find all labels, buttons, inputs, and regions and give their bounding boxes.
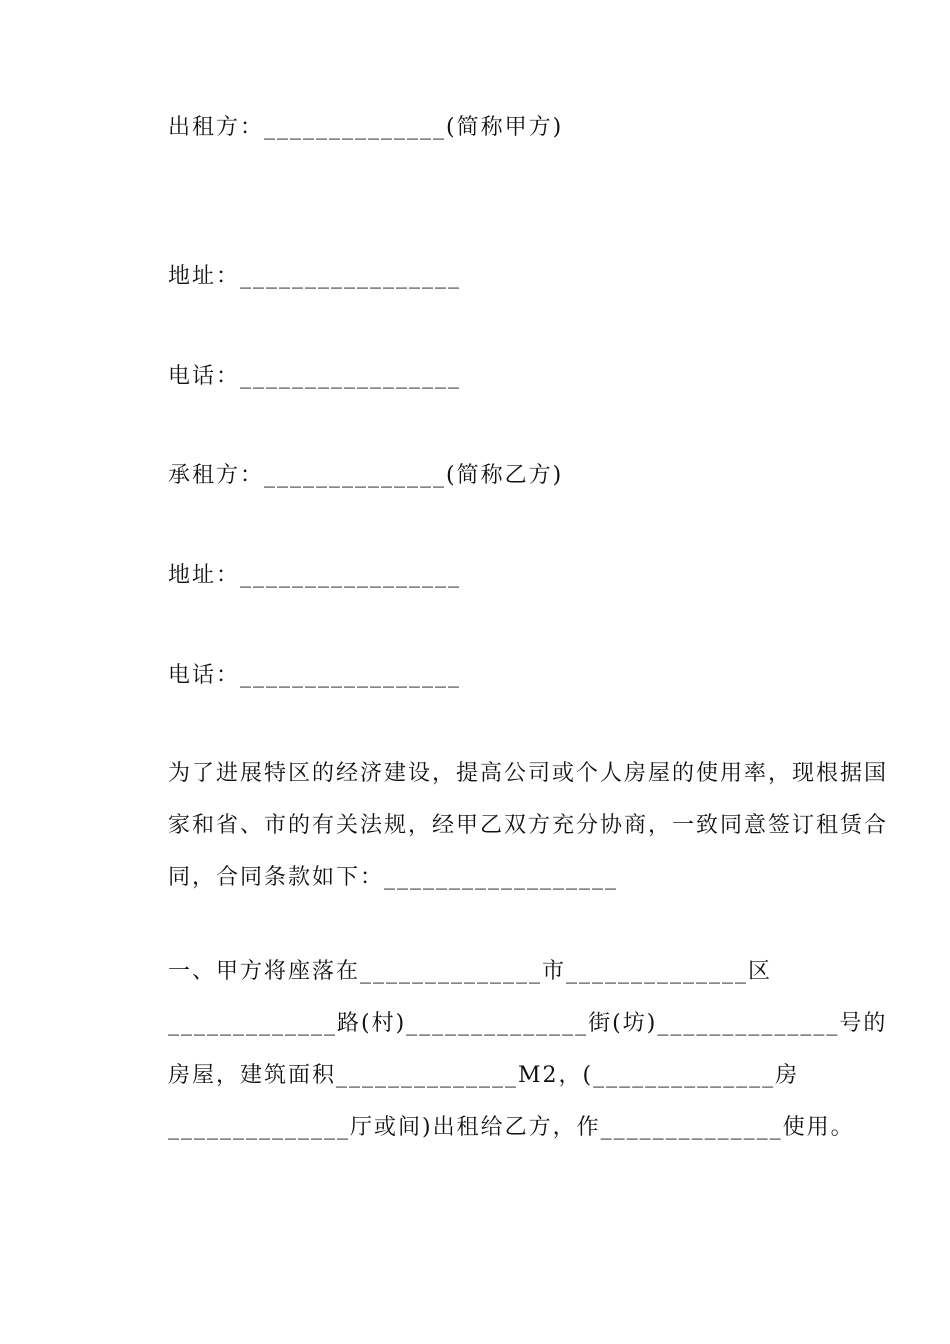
lessor-phone-line: 电话：_________________ bbox=[168, 364, 462, 389]
lessor-address-line: 地址：_________________ bbox=[168, 264, 462, 289]
lessee-phone-line: 电话：_________________ bbox=[168, 663, 462, 688]
clause-1-paragraph: 一、甲方将座落在______________市______________区_____________路(村)______________街(坊)______________号的房屋，建筑面积______________M2，(______________房______________厅或间)出租给乙方，作______________使用。 bbox=[168, 959, 888, 1140]
lessor-line: 出租方：______________(简称甲方) bbox=[168, 115, 564, 140]
lessee-address-line: 地址：_________________ bbox=[168, 563, 462, 588]
lessee-line: 承租方：______________(简称乙方) bbox=[168, 463, 564, 488]
preamble-paragraph: 为了进展特区的经济建设，提高公司或个人房屋的使用率，现根据国家和省、市的有关法规，经甲乙双方充分协商，一致同意签订租赁合同，合同条款如下：__________________ bbox=[168, 761, 889, 890]
